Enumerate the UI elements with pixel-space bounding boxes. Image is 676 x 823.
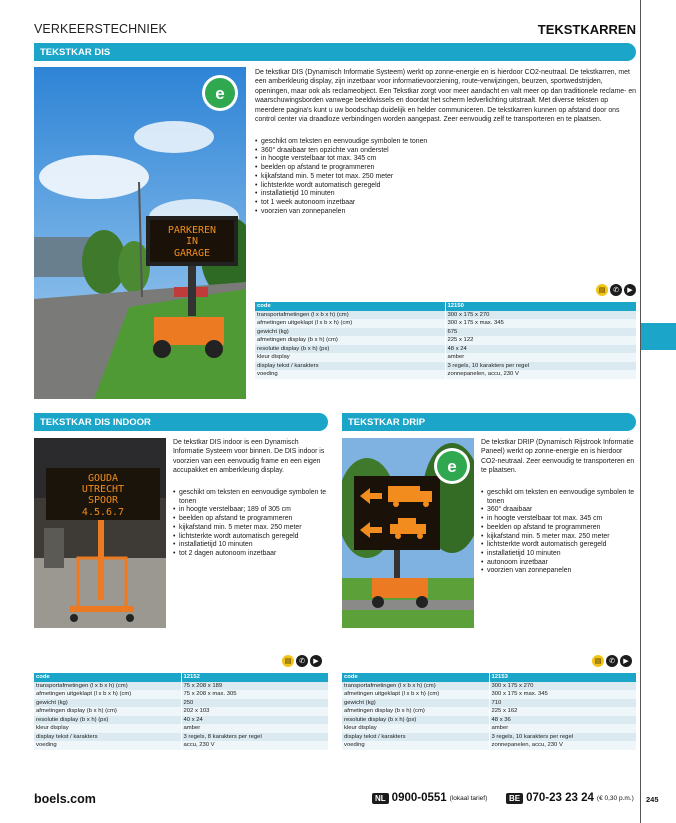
table-row: resolutie display (b x h) (px) 40 x 24 — [34, 716, 328, 725]
list-item: • installatietijd 10 minuten — [255, 190, 636, 199]
product-photo-dis-indoor — [34, 438, 166, 628]
phone-icon: ✆ — [606, 655, 618, 667]
table-row: kleur display amber — [255, 353, 636, 362]
sign-line: 4.5.6.7 — [81, 507, 125, 518]
list-item: • in hoogte verstelbaar; 189 of 305 cm — [173, 506, 331, 515]
page-footer — [34, 790, 674, 812]
sign-line: SPOOR — [87, 495, 119, 506]
table-row: kleur display amber — [342, 724, 636, 733]
table-row: gewicht (kg) 250 — [34, 699, 328, 708]
delivery-icon: ▤ — [592, 655, 604, 667]
table-row: afmetingen display (b x h) (cm) 202 x 103 — [34, 707, 328, 716]
spec-table-dis-indoor — [34, 673, 328, 750]
list-item: • geschikt om teksten en eenvoudige symbolen te tonen — [173, 489, 331, 506]
eco-badge: e — [447, 457, 457, 476]
list-item: • beelden op afstand te programmeren — [255, 164, 636, 173]
table-header: code 12150 — [255, 302, 636, 311]
feature-list-drip — [481, 489, 636, 576]
table-row: resolutie display (b x h) (px) 48 x 24 — [255, 345, 636, 354]
table-row: voeding zonnepanelen, accu, 230 V — [255, 370, 636, 379]
list-item: • kijkafstand min. 5 meter tot max. 250 meter — [255, 173, 636, 182]
spec-table-dis — [255, 302, 636, 379]
page-title: TEKSTKARREN — [537, 22, 636, 37]
sign-line: UTRECHT — [81, 484, 125, 495]
feature-list-dis — [255, 138, 636, 216]
truck-icon: ▶ — [620, 655, 632, 667]
table-row: afmetingen uitgeklapt (l x b x h) (cm) 300 x 175 x max. 345 — [255, 319, 636, 328]
list-item: • beelden op afstand te programmeren — [481, 524, 636, 533]
section-title-dis-indoor: TEKSTKAR DIS INDOOR — [34, 413, 328, 431]
page-header — [34, 22, 636, 40]
country-code-be: BE — [506, 793, 523, 804]
table-row: afmetingen display (b x h) (cm) 225 x 122 — [255, 336, 636, 345]
phone-icon: ✆ — [610, 284, 622, 296]
table-row: transportafmetingen (l x b x h) (cm) 300 x 175 x 270 — [342, 682, 636, 691]
table-row: afmetingen uitgeklapt (l x b x h) (cm) 300 x 175 x max. 345 — [342, 690, 636, 699]
sign-line: PARKEREN — [167, 225, 217, 236]
table-row: afmetingen uitgeklapt (l x b x h) (cm) 75 x 208 x max. 305 — [34, 690, 328, 699]
phone-note-be: (€ 0,30 p.m.) — [596, 794, 634, 802]
truck-icon: ▶ — [624, 284, 636, 296]
product-photo-dis — [34, 67, 246, 399]
table-header: code 12153 — [342, 673, 636, 682]
service-icons-dis — [596, 284, 636, 296]
phone-note-nl: (lokaal tarief) — [449, 794, 488, 802]
list-item: • tot 2 dagen autonoom inzetbaar — [173, 550, 331, 559]
category-label: VERKEERSTECHNIEK — [34, 22, 167, 36]
phone-nl[interactable] — [372, 792, 487, 804]
sign-line: IN — [185, 236, 199, 247]
table-row: gewicht (kg) 710 — [342, 699, 636, 708]
table-row: transportafmetingen (l x b x h) (cm) 300 x 175 x 270 — [255, 311, 636, 320]
chapter-tab — [641, 323, 676, 350]
table-row: display tekst / karakters 3 regels, 10 karakters per regel — [255, 362, 636, 371]
phone-icon: ✆ — [296, 655, 308, 667]
sign-line: GOUDA — [87, 473, 119, 484]
section-title-dis: TEKSTKAR DIS — [34, 43, 636, 61]
table-row: kleur display amber — [34, 724, 328, 733]
table-row: afmetingen display (b x h) (cm) 225 x 162 — [342, 707, 636, 716]
list-item: • voorzien van zonnepanelen — [255, 208, 636, 217]
feature-list-dis-indoor — [173, 489, 331, 559]
table-row: display tekst / karakters 3 regels, 10 karakters per regel — [342, 733, 636, 742]
list-item: • beelden op afstand te programmeren — [173, 515, 331, 524]
list-item: • in hoogte verstelbaar tot max. 345 cm — [481, 515, 636, 524]
phone-number-be: 070-23 23 24 — [526, 792, 594, 804]
list-item: • kijkafstand min. 5 meter max. 250 meter — [481, 533, 636, 542]
truck-icon: ▶ — [310, 655, 322, 667]
table-row: display tekst / karakters 3 regels, 8 karakters per regel — [34, 733, 328, 742]
list-item: • geschikt om teksten en eenvoudige symbolen te tonen — [481, 489, 636, 506]
list-item: • in hoogte verstelbaar tot max. 345 cm — [255, 155, 636, 164]
list-item: • installatietijd 10 minuten — [173, 541, 331, 550]
section-title-drip: TEKSTKAR DRIP — [342, 413, 636, 431]
country-code-nl: NL — [372, 793, 389, 804]
list-item: • autonoom inzetbaar — [481, 559, 636, 568]
page-number: 245 — [646, 795, 659, 804]
list-item: • lichtsterkte wordt automatisch geregeld — [173, 533, 331, 542]
table-header: code 12152 — [34, 673, 328, 682]
list-item: • lichtsterkte wordt automatisch geregeld — [255, 182, 636, 191]
service-icons-drip — [592, 655, 632, 667]
table-row: gewicht (kg) 675 — [255, 328, 636, 337]
delivery-icon: ▤ — [596, 284, 608, 296]
table-row: voeding accu, 230 V — [34, 741, 328, 750]
list-item: • kijkafstand min. 5 meter max. 250 meter — [173, 524, 331, 533]
service-icons-dis-indoor — [282, 655, 322, 667]
description-dis-indoor: De tekstkar DIS indoor is een Dynamisch Informatie Systeem voor binnen. De DIS indoor is voorzien van een eenvoudig frame en een eigen accupakket en amberkleurig display. — [173, 439, 325, 475]
page-edge-line — [640, 0, 641, 823]
list-item: • tot 1 week autonoom inzetbaar — [255, 199, 636, 208]
table-row: resolutie display (b x h) (px) 48 x 36 — [342, 716, 636, 725]
sign-line: GARAGE — [173, 248, 211, 259]
description-drip: De tekstkar DRIP (Dynamisch Rijstrook Informatie Paneel) werkt op zonne-energie en is hierdoor CO2-neutraal. Zeer eenvoudig te transporteren en te plaatsen. — [481, 439, 635, 475]
table-row: voeding zonnepanelen, accu, 230 V — [342, 741, 636, 750]
eco-badge: e — [215, 84, 225, 103]
product-photo-drip — [342, 438, 474, 628]
list-item: • 360° draaibaar ten opzichte van onderstel — [255, 147, 636, 156]
delivery-icon: ▤ — [282, 655, 294, 667]
phone-number-nl: 0900-0551 — [391, 792, 447, 804]
list-item: • installatietijd 10 minuten — [481, 550, 636, 559]
phone-be[interactable] — [506, 792, 634, 804]
spec-table-drip — [342, 673, 636, 750]
table-row: transportafmetingen (l x b x h) (cm) 75 x 208 x 189 — [34, 682, 328, 691]
list-item: • voorzien van zonnepanelen — [481, 567, 636, 576]
description-dis: De tekstkar DIS (Dynamisch Informatie Systeem) werkt op zonne-energie en is hierdoor CO2-neutraal. De tekstkarren, met een amberkleurig display, zijn inzetbaar voor informatievoorziening, route-verwijzingen, beurzen, sportwedstrijden, openingen, maar ook als reclameobject. Een Tekstkar zorgt voor meer aandacht en valt meer op dan traditionele reclame- en waarschuwingsborden vanwege beeldwissels en doordat het scherm ledverlichting uitstraalt. Met diverse teksten op meerdere pagina's kunt u uw boodschap duidelijk en helder communiceren. De tekstkarren kunnen op afstand door ons control center via draadloze verbindingen worden aangepast. Zeer eenvoudig zelf te transporteren en te plaatsen. — [255, 69, 636, 124]
list-item: • geschikt om teksten en eenvoudige symbolen te tonen — [255, 138, 636, 147]
list-item: • lichtsterkte wordt automatisch geregeld — [481, 541, 636, 550]
list-item: • 360° draaibaar — [481, 506, 636, 515]
brand-link[interactable]: boels.com — [34, 792, 96, 806]
